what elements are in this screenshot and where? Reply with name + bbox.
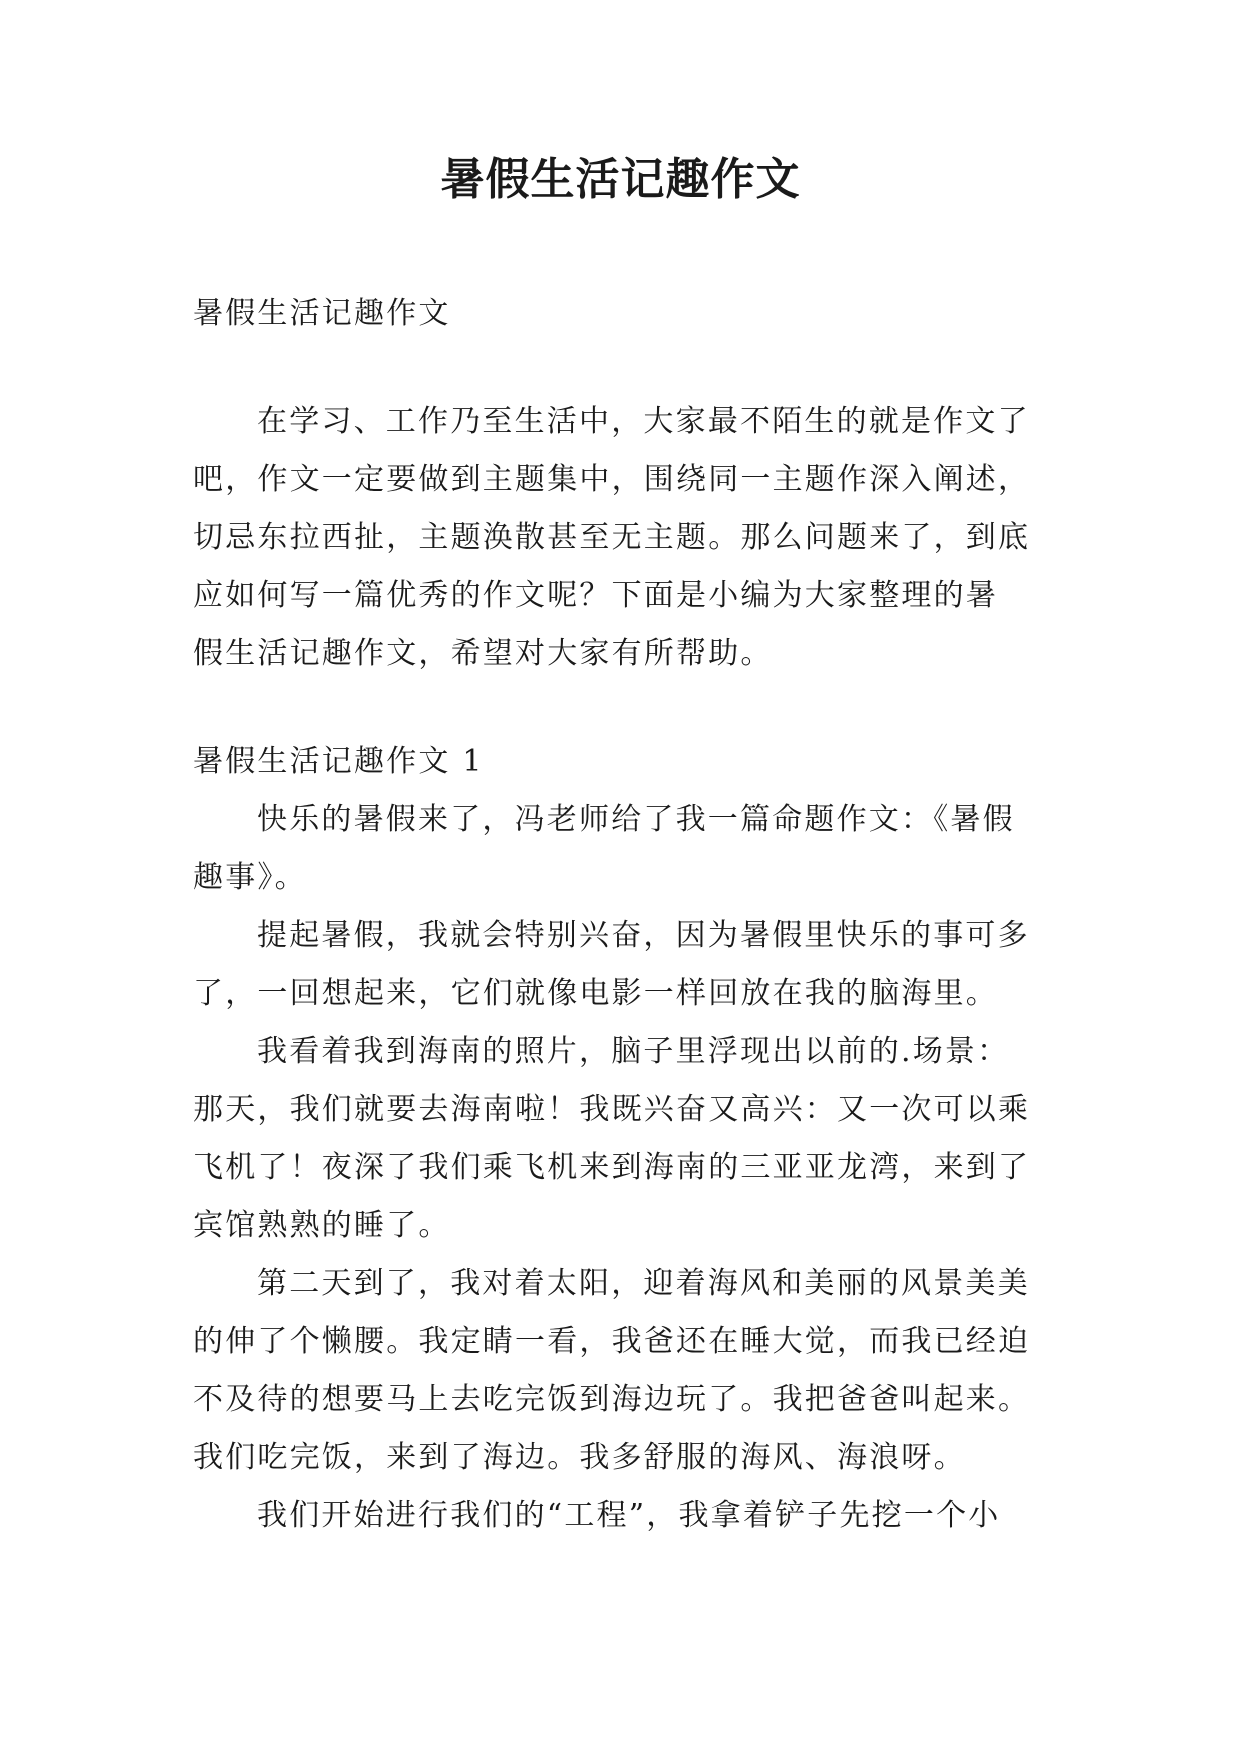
paragraph [193, 791, 1073, 907]
intro-line: 假生活记趣作文，希望对大家有所帮助。 [193, 636, 773, 671]
document-body [193, 285, 1073, 1545]
paragraph-line: 我们开始进行我们的“工程”，我拿着铲子先挖一个小 [257, 1498, 1001, 1533]
paragraph [193, 1255, 1073, 1487]
paragraph-line: 快乐的暑假来了，冯老师给了我一篇命题作文：《暑假 [257, 802, 1015, 837]
paragraph [193, 1487, 1073, 1545]
paragraph-line: 趣事》。 [193, 860, 307, 895]
document-title: 暑假生活记趣作文 [440, 154, 801, 205]
paragraph [193, 1023, 1073, 1255]
intro-line: 在学习、工作乃至生活中，大家最不陌生的就是作文了 [257, 404, 1030, 439]
paragraph-line: 那天，我们就要去海南啦！我既兴奋又高兴：又一次可以乘 [193, 1092, 1031, 1127]
intro-line: 吧，作文一定要做到主题集中，围绕同一主题作深入阐述， [193, 462, 1031, 497]
paragraph-line: 不及待的想要马上去吃完饭到海边玩了。我把爸爸叫起来。 [193, 1382, 1031, 1417]
paragraph-line: 第二天到了，我对着太阳，迎着海风和美丽的风景美美 [257, 1266, 1030, 1301]
paragraph-line: 飞机了！夜深了我们乘飞机来到海南的三亚亚龙湾，来到了 [193, 1150, 1031, 1185]
section-heading: 暑假生活记趣作文 1 [193, 744, 484, 779]
subtitle: 暑假生活记趣作文 [193, 296, 451, 331]
paragraph-line: 提起暑假，我就会特别兴奋，因为暑假里快乐的事可多 [257, 918, 1030, 953]
paragraph-line: 宾馆熟熟的睡了。 [193, 1208, 451, 1243]
paragraph-line: 的伸了个懒腰。我定睛一看，我爸还在睡大觉，而我已经迫 [193, 1324, 1031, 1359]
intro-line: 切忌东拉西扯，主题涣散甚至无主题。那么问题来了，到底 [193, 520, 1031, 555]
intro-line: 应如何写一篇优秀的作文呢？下面是小编为大家整理的暑 [193, 578, 998, 613]
paragraph [193, 907, 1073, 1023]
paragraph-line: 我看着我到海南的照片，脑子里浮现出以前的.场景： [257, 1034, 1010, 1069]
paragraph-line: 我们吃完饭，来到了海边。我多舒服的海风、海浪呀。 [193, 1440, 966, 1475]
intro-paragraph [193, 393, 1073, 683]
paragraph-line: 了，一回想起来，它们就像电影一样回放在我的脑海里。 [193, 976, 998, 1011]
